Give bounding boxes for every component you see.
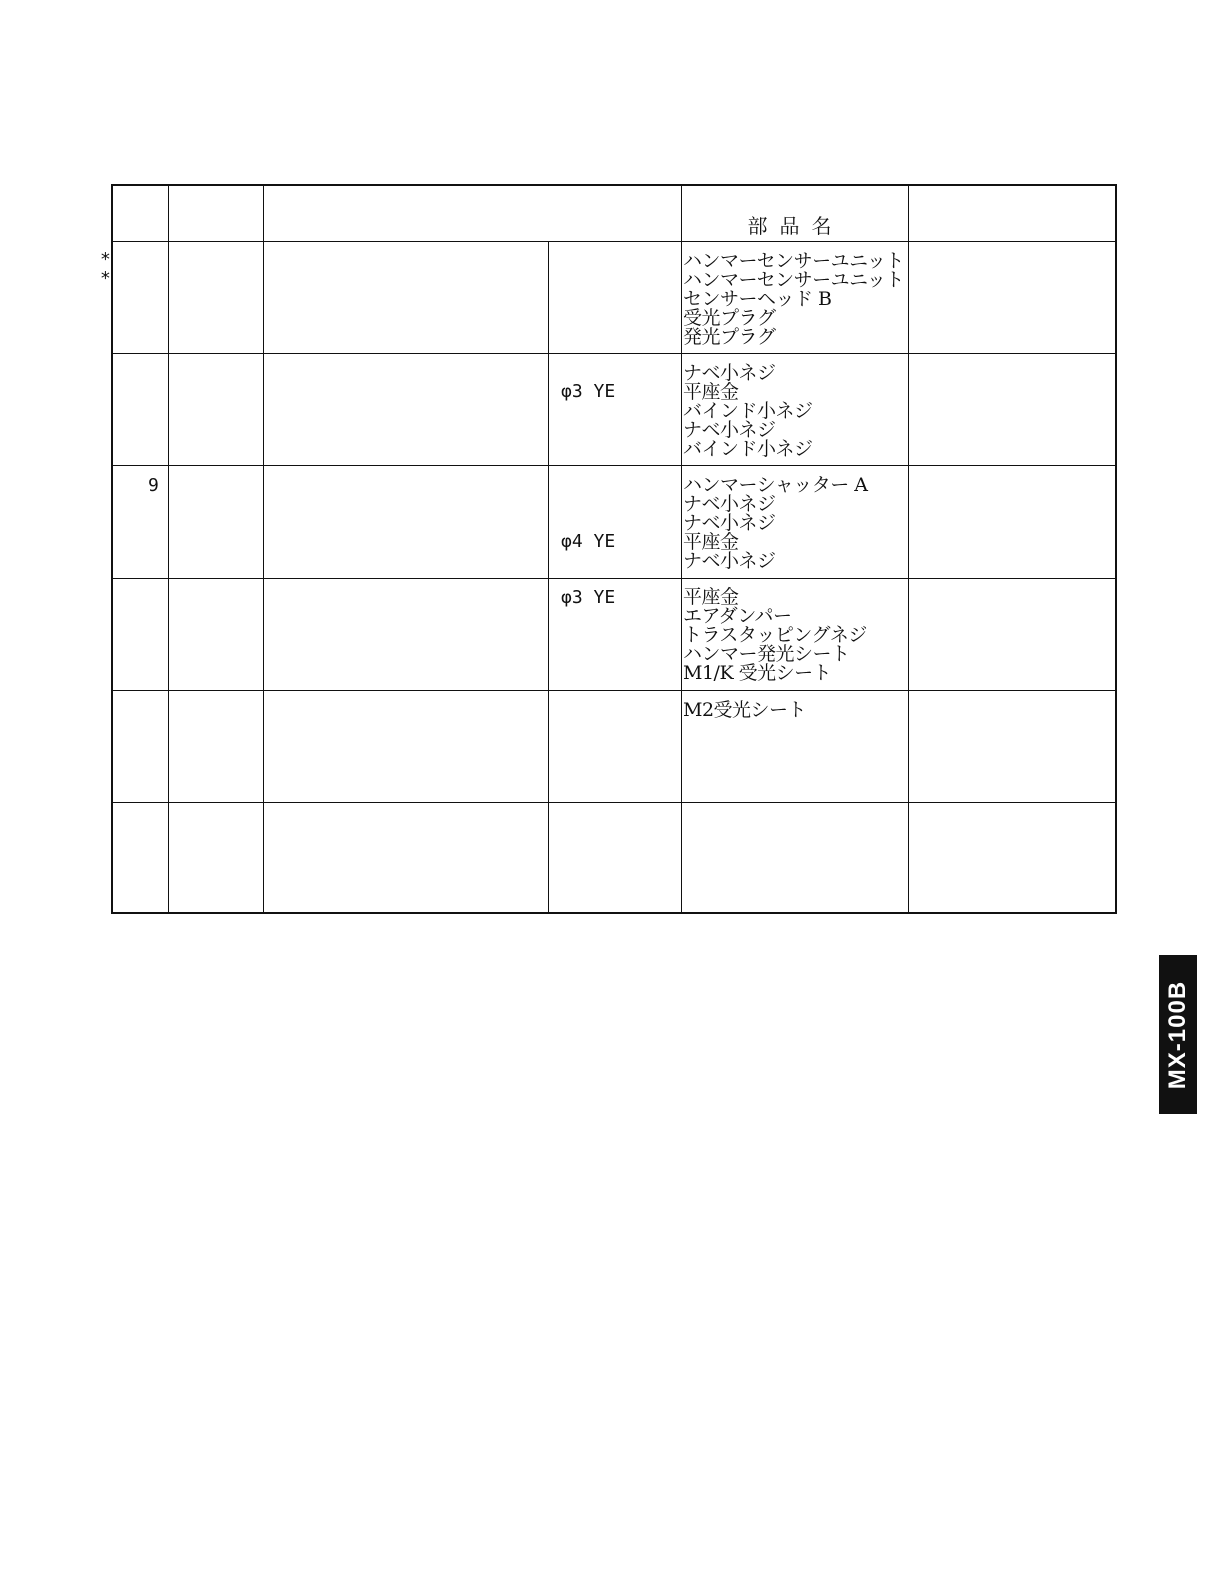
part-name: ハンマーセンサーユニット: [683, 269, 904, 291]
part-name: 平座金: [683, 531, 739, 553]
part-name: 発光プラグ: [683, 326, 776, 348]
column-divider: [908, 186, 909, 912]
row-divider: [113, 241, 1115, 242]
revision-asterisk: *: [100, 268, 111, 289]
row-divider: [113, 465, 1115, 466]
model-number-label: MX-100B: [1164, 980, 1191, 1089]
row-divider: [113, 578, 1115, 579]
parts-name-list: [683, 588, 867, 683]
part-name: ナベ小ネジ: [683, 419, 776, 441]
spec-cell: φ4 YE: [561, 531, 616, 552]
part-name: ナベ小ネジ: [683, 550, 776, 572]
row-divider: [113, 353, 1115, 354]
part-name: ハンマーセンサーユニット: [683, 250, 904, 272]
part-name: ナベ小ネジ: [683, 512, 776, 534]
column-divider: [263, 186, 264, 912]
parts-name-list: [683, 476, 868, 571]
model-number-tab: [1159, 955, 1197, 1114]
parts-table: [111, 184, 1117, 914]
part-name: バインド小ネジ: [683, 438, 813, 460]
spec-cell: φ3 YE: [561, 587, 616, 608]
part-name: M1/K 受光シート: [683, 662, 832, 684]
row-divider: [113, 802, 1115, 803]
part-name: エアダンパー: [683, 605, 792, 627]
part-name: ナベ小ネジ: [683, 493, 776, 515]
part-name: ハンマーシャッター A: [683, 474, 868, 496]
column-divider: [548, 242, 549, 912]
part-name: ナベ小ネジ: [683, 362, 776, 384]
column-divider: [681, 186, 682, 912]
part-name: バインド小ネジ: [683, 400, 813, 422]
item-number-cell: 9: [148, 475, 159, 496]
parts-name-list: [683, 701, 806, 720]
parts-name-list: [683, 252, 904, 347]
row-divider: [113, 690, 1115, 691]
parts-name-list: [683, 364, 813, 459]
part-name: 平座金: [683, 586, 739, 608]
spec-cell: φ3 YE: [561, 381, 616, 402]
part-name: ハンマー発光シート: [683, 643, 850, 665]
revision-asterisk: *: [100, 249, 111, 270]
part-name: センサーヘッド B: [683, 288, 832, 310]
column-divider: [168, 186, 169, 912]
part-name: 受光プラグ: [683, 307, 776, 329]
part-name: トラスタッピングネジ: [683, 624, 867, 646]
part-name: 平座金: [683, 381, 739, 403]
part-name: M2受光シート: [683, 699, 807, 721]
parts-name-header: 部品名: [747, 214, 844, 238]
